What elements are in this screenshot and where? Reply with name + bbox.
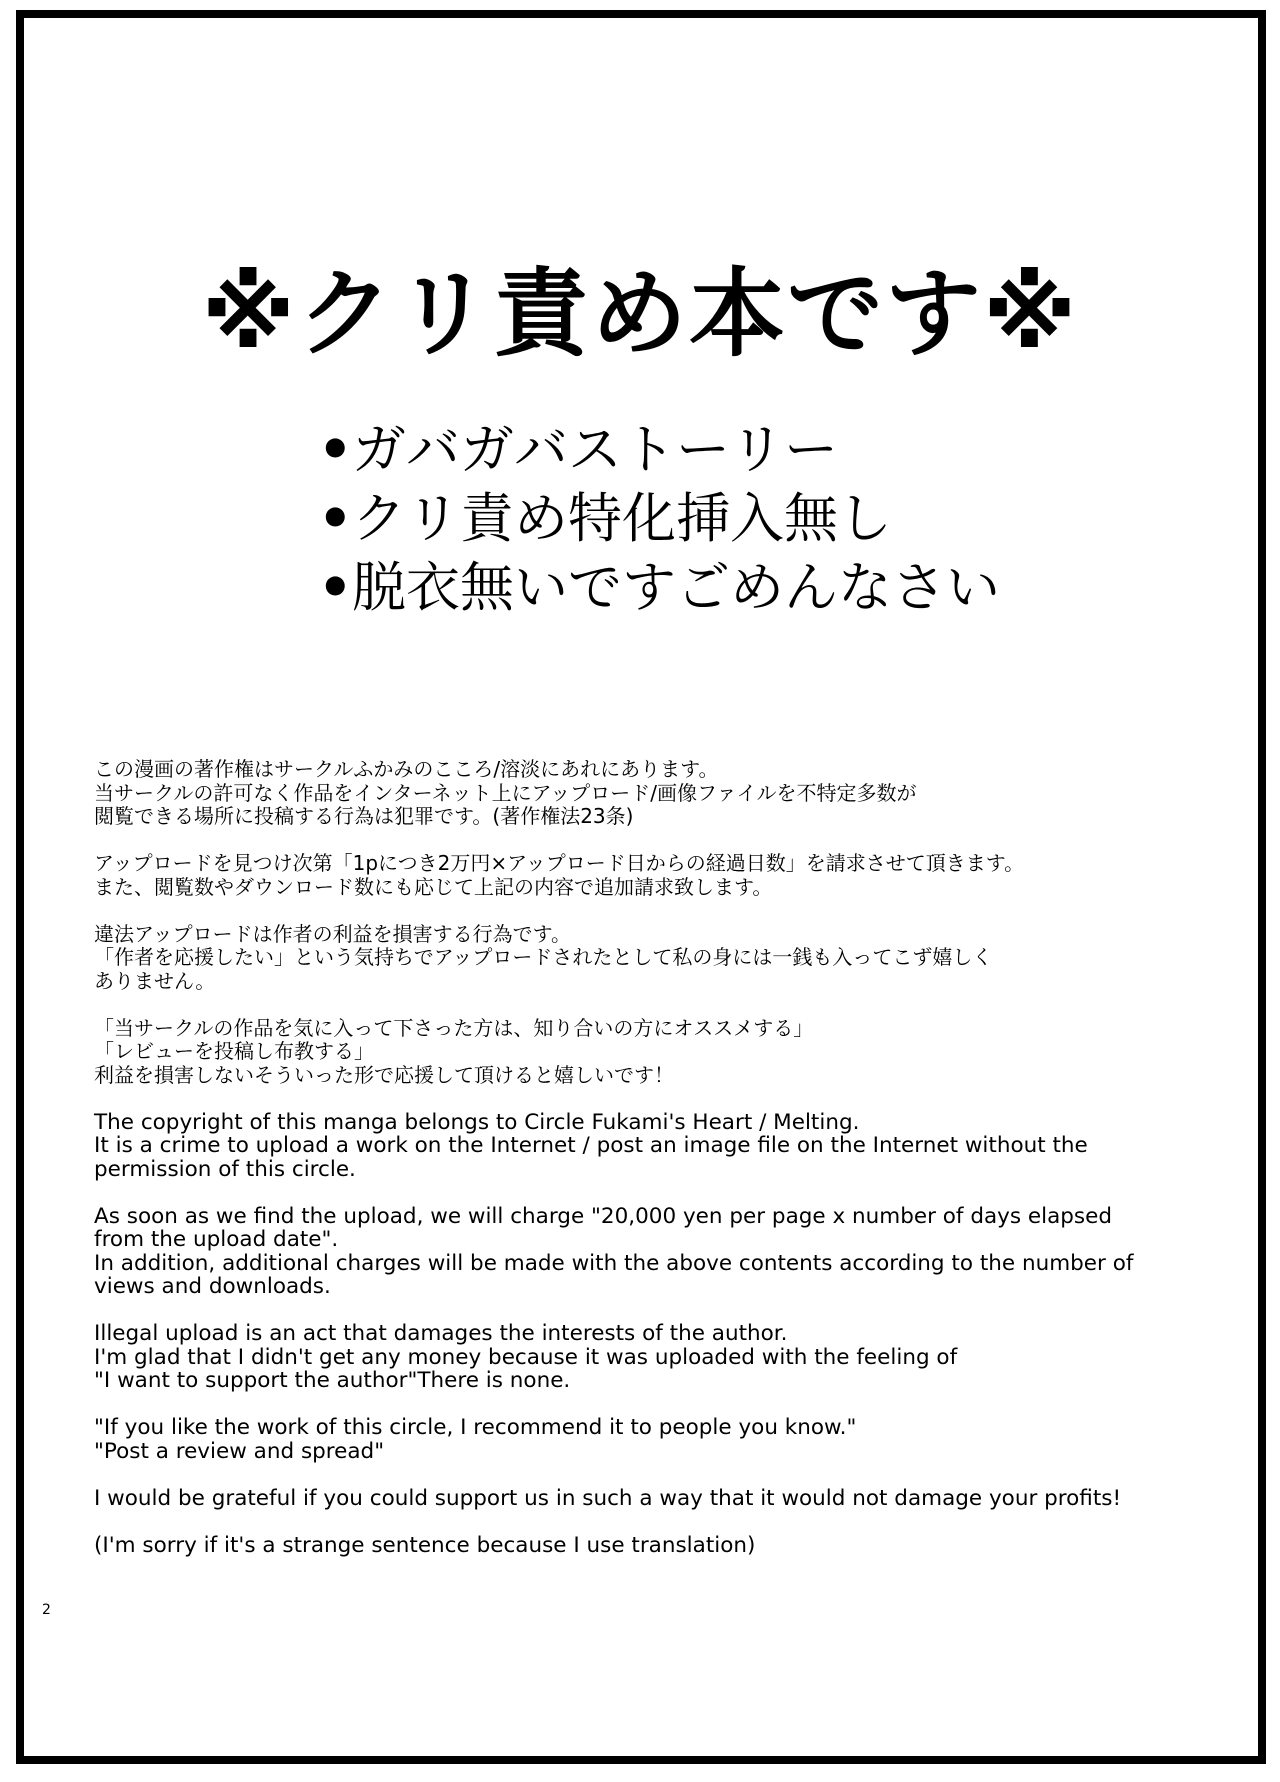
notice-ja-paragraph	[94, 852, 1194, 899]
feature-item	[318, 553, 1000, 622]
notice-en-paragraph	[94, 1534, 1194, 1558]
feature-item	[318, 415, 1000, 484]
notice-ja-paragraph	[94, 758, 1194, 829]
notice-line: I would be grateful if you could support us in such a way that it would not damage your profits!	[94, 1485, 1122, 1511]
notice-line: 「作者を応援したい」という気持ちでアップロードされたとして私の身には一銭も入ってこず嬉しく	[94, 945, 993, 969]
notice-line: I'm glad that I didn't get any money because it was uploaded with the feeling of	[94, 1344, 958, 1370]
feature-text: クリ責め特化挿入無し	[352, 487, 892, 550]
notice-line: As soon as we find the upload, we will charge "20,000 yen per page x number of days elapsed	[94, 1203, 1112, 1229]
notice-line: 閲覧できる場所に投稿する行為は犯罪です。(著作権法23条)	[94, 804, 634, 828]
notice-line: In addition, additional charges will be made with the above contents according to the number of	[94, 1250, 1134, 1276]
notice-line: "I want to support the author"There is none.	[94, 1368, 571, 1393]
feature-text: ガバガバストーリー	[352, 418, 838, 481]
notice-line: "If you like the work of this circle, I recommend it to people you know."	[94, 1415, 857, 1440]
bullet-marker: •	[318, 486, 353, 550]
notice-line: 「当サークルの作品を気に入って下さった方は、知り合いの方にオススメする」	[94, 1015, 814, 1040]
page-headline: ※クリ責め本です※	[201, 258, 1079, 370]
notice-line: 当サークルの許可なく作品をインターネット上にアップロード/画像ファイルを不特定多数が	[94, 780, 917, 805]
notice-line: ありません。	[94, 968, 216, 993]
page-number: 2	[42, 1602, 51, 1618]
notice-line: 違法アップロードは作者の利益を損害する行為です。	[94, 921, 571, 946]
notice-line: 「レビューを投稿し布教する」	[94, 1039, 374, 1063]
notice-line: The copyright of this manga belongs to Circle Fukami's Heart / Melting.	[94, 1109, 860, 1135]
notice-en-paragraph	[94, 1322, 1194, 1393]
notice-en-paragraph	[94, 1487, 1194, 1511]
feature-list	[318, 415, 1000, 622]
notice-line: アップロードを見つけ次第「1pにつき2万円×アップロード日からの経過日数」を請求させて頂きます。	[94, 851, 1025, 875]
notice-line: "Post a review and spread"	[94, 1438, 385, 1464]
notice-line: from the upload date".	[94, 1227, 339, 1252]
notice-en-paragraph	[94, 1111, 1194, 1182]
notice-line: permission of this circle.	[94, 1156, 356, 1182]
notice-line: この漫画の著作権はサークルふかみのこころ/溶淡にあれにあります。	[94, 757, 719, 781]
notice-ja-paragraph	[94, 1017, 1194, 1088]
bullet-marker: •	[318, 555, 353, 619]
feature-text: 脱衣無いですごめんなさい	[352, 556, 1000, 619]
notice-ja-paragraph	[94, 923, 1194, 994]
copyright-notice	[94, 758, 1194, 1581]
feature-item	[318, 484, 1000, 553]
notice-line: (I'm sorry if it's a strange sentence because I use translation)	[94, 1532, 756, 1558]
notice-line: views and downloads.	[94, 1274, 331, 1299]
bullet-marker: •	[318, 417, 353, 481]
notice-en-paragraph	[94, 1416, 1194, 1463]
notice-line: 利益を損害しないそういった形で応援して頂けると嬉しいです！	[94, 1062, 674, 1087]
notice-en-paragraph	[94, 1205, 1194, 1299]
notice-line: Illegal upload is an act that damages the interests of the author.	[94, 1321, 788, 1346]
notice-line: It is a crime to upload a work on the Internet / post an image file on the Internet without the	[94, 1133, 1088, 1158]
notice-line: また、閲覧数やダウンロード数にも応じて上記の内容で追加請求致します。	[94, 874, 773, 899]
